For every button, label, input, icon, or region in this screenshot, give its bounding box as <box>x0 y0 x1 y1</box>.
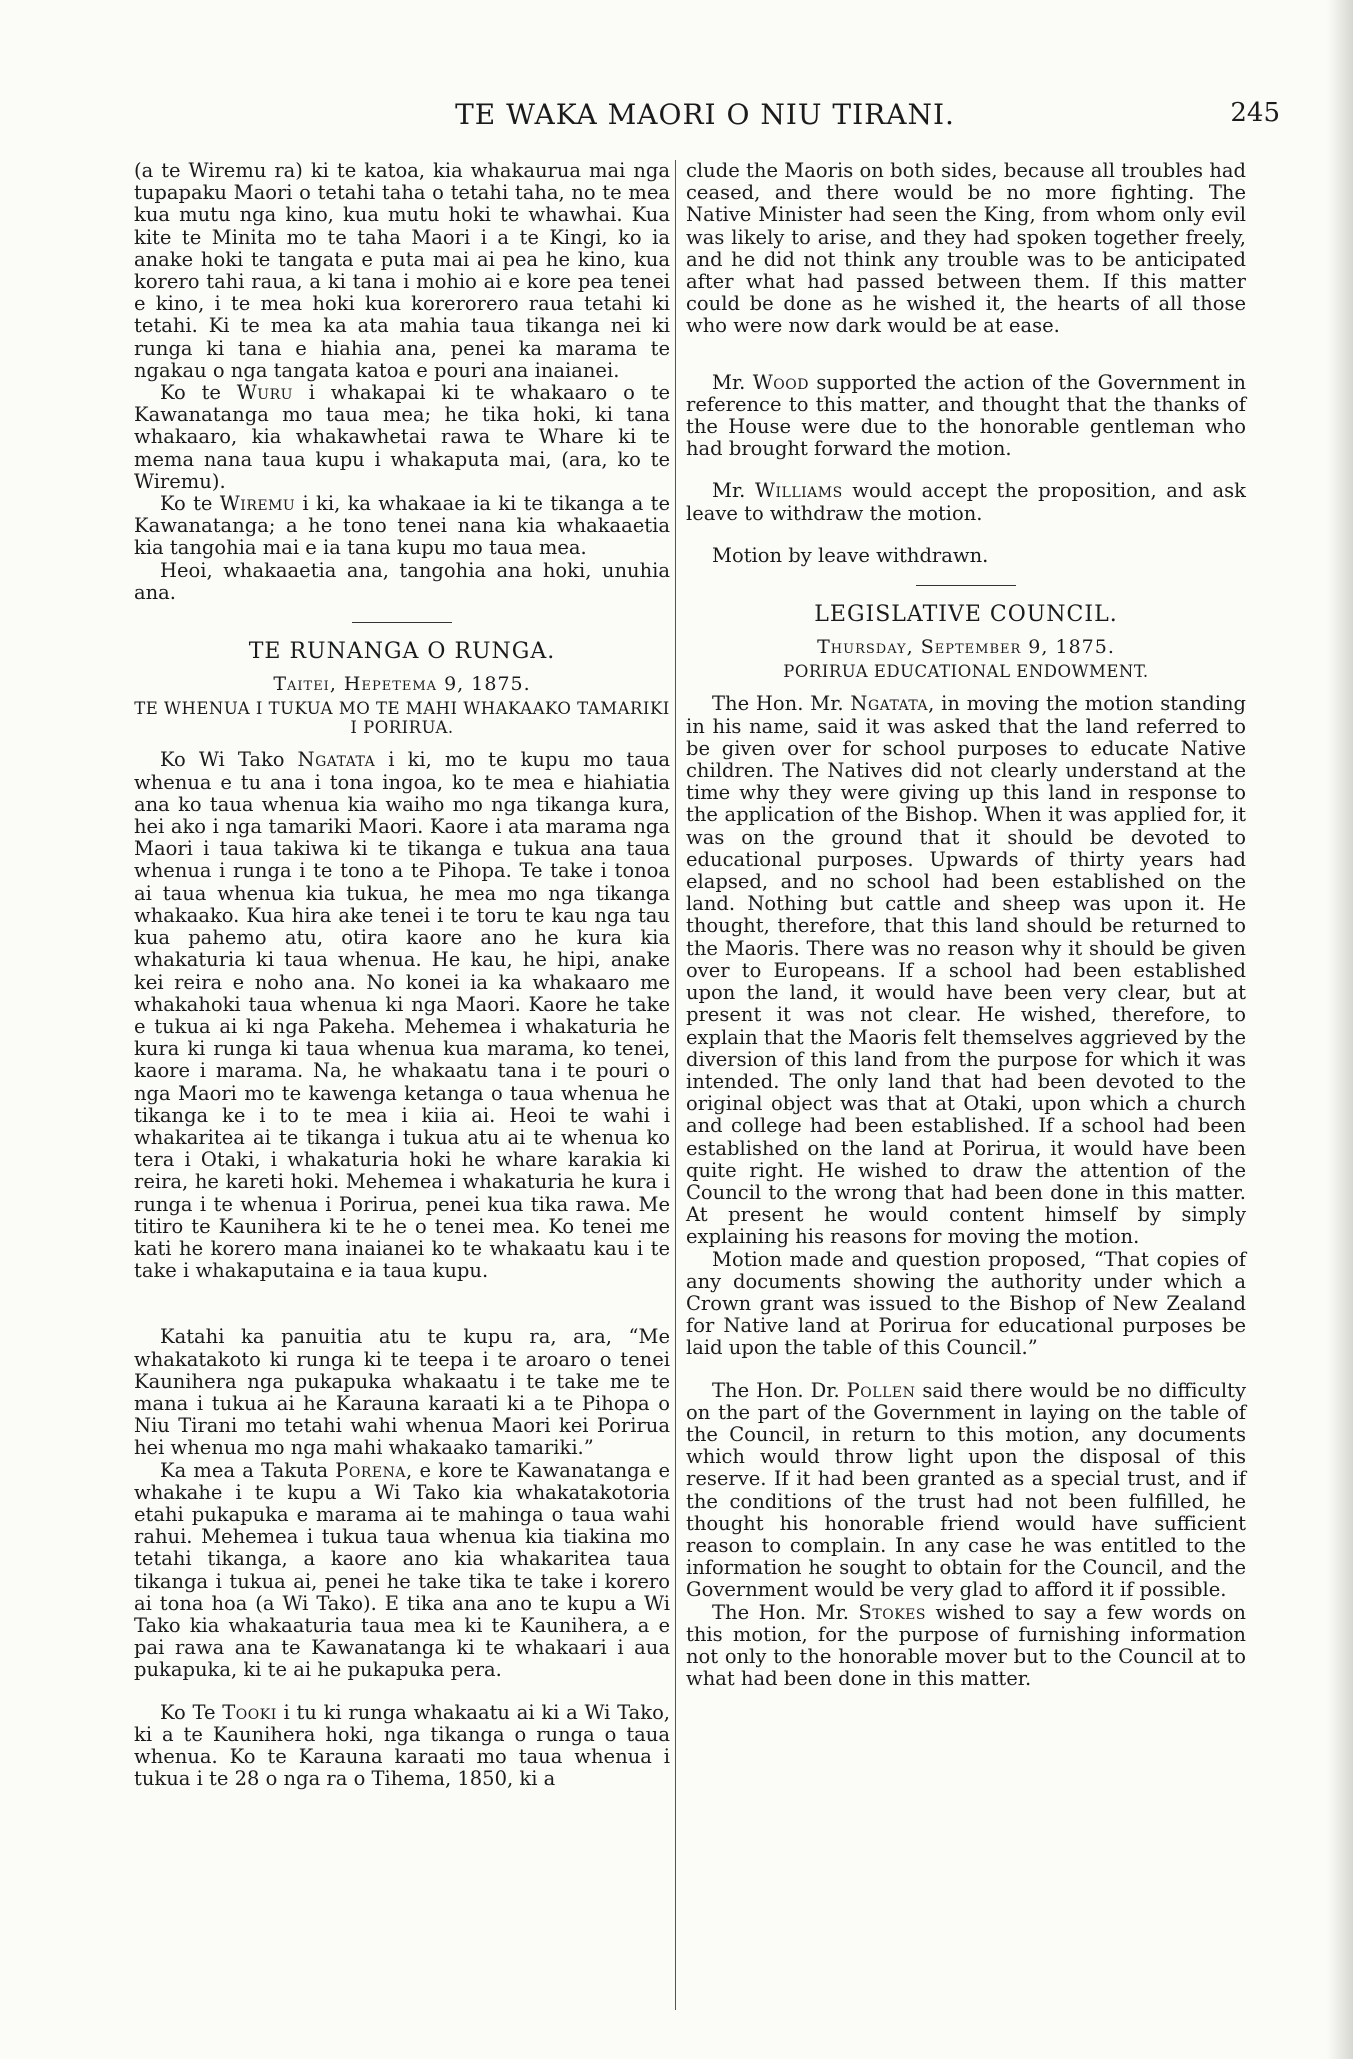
spacer <box>686 525 1246 545</box>
speaker-name: Ngatata <box>850 692 929 716</box>
paragraph-body: wished to say a few words on this motion, for the purpose of furnishing information not only to the honorable mover but to the Council at to what had been done in this matter. <box>686 1600 1246 1691</box>
paragraph-wiremu <box>134 493 670 560</box>
paragraph-body: would accept the proposition, and ask leave to withdraw the motion. <box>686 479 1246 525</box>
paragraph-body: i ki, mo te kupu mo taua whenua e tu ana i tona ingoa, ko te mea e hiahiatia ana ko taua whenua kia waiho mo nga tikanga kura, hei ako i nga tamariki Maori. Kaore i ata marama nga Maori i taua takiwa ki te tikanga e tukua ana taua whenua i runga i te tono a te Pihopa. Te take i tonoa ai taua whenua kia tukua, he mea mo nga tikanga whakaako. Kua hira ake tenei i te toru te kau nga tau kua pahemo atu, otira kaore ano he kura kia whakaturia ki taua whenua. He kau, he hipi, anake kei reira e noho ana. No konei ia ka whakaaro me whakahoki taua whenua ki nga Maori. Kaore he take e tukua ai ki nga Pakeha. Mehemea i whakaturia he kura ki runga ki taua whenua kua marama, ko tenei, kaore i marama. Na, he whakaatu tana i te pouri o nga Maori mo te kawenga ketanga o taua whenua he tikanga ke i to te mea i kiia ai. Heoi te wahi i whakaritea ai te tikanga i tukua atu ai te whenua ko tera i Otaki, i whakaturia hoki he whare karakia ki reira, he kareti hoki. Mehemea i whakaturia he kura i runga i te whenua i Porirua, penei kua tika rawa. Me titiro te Kaunihera ki te he o tenei mea. Ko tenei me kati he korero mana inaianei ko te whakaatu kau i te take i whakaputaina e ia taua kupu. <box>134 748 670 1283</box>
paragraph-body: i ki, ka whakaae ia ki te tikanga a te Kawanatanga; a he tono tenei nana kia whakaaetia kia tangohia mai e ia tana kupu mo taua mea. <box>134 492 671 560</box>
speaker-name: Ngatata <box>297 748 376 772</box>
spacer <box>134 1682 670 1702</box>
paragraph-williams <box>686 480 1246 524</box>
paragraph-intro: (a te Wiremu ra) ki te katoa, kia whakaurua mai nga tupapaku Maori o tetahi taha o tetahi taha, no te mea kua mutu nga kino, kua mutu hoki te whawhai. Kua kite te Minita mo te taha Maori i a te Kingi, ko ia anake hoki te tangata e puta mai ai pea he kino, kua korero tahi raua, a ki tana i mohio ai e kore pea tenei e kino, i te mea hoki kua korerorero raua tetahi ki tetahi. Ki te mea ka ata mahia taua tikanga nei ki runga ki tana e hiahia ana, penei ka marama te ngakau o nga tangata katoa e pouri ana inaianei. <box>134 159 670 382</box>
paragraph-katahi: Katahi ka panuitia atu te kupu ra, ara, “Me whakatakoto ki runga ki te teepa i te aroaro o tenei Kaunihera nga pukapuka whakaatu i te take me te mana i tukua ai he Karauna karaati ki a te Pihopa o Niu Tirani mo tetahi wahi whenua Maori kei Porirua hei whenua mo nga mahi whakaako tamariki.” <box>134 1325 670 1460</box>
page-number: 245 <box>1230 98 1280 128</box>
paragraph-lead: The Hon. Mr. <box>712 1600 859 1624</box>
paragraph-body: supported the action of the Government in reference to this matter, and thought that the thanks of the House were due to the honorable gentleman who had brought forward the motion. <box>686 370 1246 461</box>
section-subheading: PORIRUA EDUCATIONAL ENDOWMENT. <box>783 662 1149 682</box>
spacer <box>686 338 1246 372</box>
scan-edge <box>1327 0 1353 2059</box>
paragraph-lead: Mr. <box>712 370 753 394</box>
section-rule <box>916 585 1016 586</box>
section-subheading: TE WHENUA I TUKUA MO TE MAHI WHAKAAKO TAMARIKI I PORIRUA. <box>134 699 670 738</box>
section-rule <box>352 622 452 623</box>
paragraph-pollen <box>686 1380 1246 1602</box>
paragraph-wood <box>686 372 1246 461</box>
page-header <box>130 98 1280 138</box>
paragraph-body: i tu ki runga whakaatu ai ki a Wi Tako, ki a te Kaunihera hoki, nga tikanga o runga o taua whenua. Ko te Karauna karaati mo taua whenua i tukua i te 28 o nga ra o Tihema, 1850, ki a <box>134 1700 671 1791</box>
paragraph-heoi: Heoi, whakaaetia ana, tangohia ana hoki, unuhia ana. <box>134 558 670 604</box>
page-title: TE WAKA MAORI O NIU TIRANI. <box>455 98 955 131</box>
paragraph-lead: Ko te <box>160 381 237 405</box>
speaker-name: Porena <box>335 1458 407 1482</box>
left-column <box>134 160 670 1790</box>
paragraph-motion: Motion made and question proposed, “That copies of any documents showing the authority under which a Crown grant was issued to the Bishop of New Zealand for Native land at Porirua for educational purposes be laid upon the table of this Council.” <box>686 1247 1246 1360</box>
section-heading: LEGISLATIVE COUNCIL. <box>814 602 1118 628</box>
speaker-name: Pollen <box>846 1378 916 1402</box>
paragraph-lead: The Hon. Mr. <box>712 692 851 716</box>
paragraph-wuru <box>134 382 670 493</box>
paragraph-ngatata <box>686 693 1246 1248</box>
spacer <box>134 1282 670 1326</box>
speaker-name: Wood <box>752 370 809 394</box>
paragraph-intro: clude the Maoris on both sides, because all troubles had ceased, and there would be no more fighting. The Native Minister had seen the King, from whom only evil was likely to arise, and they had spoken together freely, and he did not think any trouble was to be anticipated after what had passed between them. If this matter could be done as he wished it, the hearts of all those who were now dark would be at ease. <box>686 159 1246 338</box>
paragraph-ngatata <box>134 749 670 1282</box>
paragraph-lead: Ko Te <box>160 1700 223 1724</box>
paragraph-lead: The Hon. Dr. <box>712 1378 847 1402</box>
right-column <box>686 160 1246 1690</box>
speaker-name: Wuru <box>236 381 293 405</box>
paragraph-lead: Ka mea a Takuta <box>160 1458 336 1482</box>
paragraph-stokes <box>686 1602 1246 1691</box>
paragraph-body: i whakapai ki te whakaaro o te Kawanatanga mo taua mea; he tika hoki, ki tana whakaaro, kia whakawhetai rawa te Whare ki te mema nana taua kupu i whakaputa mai, (ara, ko te Wiremu). <box>134 381 670 493</box>
section-date: Thursday, September 9, 1875. <box>817 636 1115 659</box>
paragraph-porena <box>134 1460 670 1682</box>
paragraph-body: said there would be no difficulty on the part of the Government in laying on the table of the Council, in return to this motion, any documents which would throw light upon the disposal of this reserve. If it had been granted as a special trust, and if the conditions of the trust had not been fulfilled, he thought his honorable friend would have sufficient reason to complain. In any case he was entitled to the information he sought to obtain for the Council, and the Government would be very glad to afford it if possible. <box>686 1378 1246 1602</box>
paragraph-lead: Ko Wi Tako <box>160 748 298 772</box>
paragraph-tooki <box>134 1702 670 1791</box>
speaker-name: Tooki <box>222 1700 277 1724</box>
paragraph-body: , in moving the motion standing in his name, said it was asked that the land referred to be given over for school purposes to educate Native children. The Natives did not clearly understand at the time why they were giving up this land in response to the application of the Bishop. When it was applied for, it was on the ground that it should be devoted to educational purposes. Upwards of thirty years had elapsed, and no school had been established on the land. Nothing but cattle and sheep was upon it. He thought, therefore, that this land should be returned to the Maoris. There was no reason why it should be given over to Europeans. If a school had been established upon the land, it would have been very clear, but at present it was not clear. He wished, therefore, to explain that the Maoris felt themselves aggrieved by the diversion of this land from the purpose for which it was intended. The only land that had been devoted to the original object was that at Otaki, upon which a church and college had been established. If a school had been established on the land at Porirua, it would have been quite right. He wished to draw the attention of the Council to the wrong that had been done in this matter. At present he would content himself by simply explaining his reasons for moving the motion. <box>686 692 1246 1249</box>
spacer <box>686 460 1246 480</box>
section-date: Taitei, Hepetema 9, 1875. <box>273 673 531 696</box>
paragraph-withdrawn: Motion by leave withdrawn. <box>712 543 989 567</box>
speaker-name: Wiremu <box>219 492 296 516</box>
column-divider <box>675 160 676 2010</box>
section-heading: TE RUNANGA O RUNGA. <box>248 639 556 665</box>
paragraph-lead: Ko te <box>160 492 220 516</box>
speaker-name: Williams <box>754 479 843 503</box>
paragraph-lead: Mr. <box>712 479 755 503</box>
paragraph-body: , e kore te Kawanatanga e whakahe i te kupu a Wi Tako kia whakatakotoria etahi pukapuka e marama ai te mahinga o taua wahi rahui. Mehemea i tukua taua whenua kia tiakina mo tetahi tikanga, a kaore ano kia whakaritea taua tikanga i tukua ai, penei he take tika te take i korero ai tona hoa (a Wi Tako). E tika ana ano te kupu a Wi Tako kia whakaaturia taua mea ki te Kaunihera, a e pai rawa ana te Kawanatanga ki te whakaari i aua pukapuka, ki te ai he pukapuka pera. <box>134 1458 670 1682</box>
spacer <box>686 1360 1246 1380</box>
speaker-name: Stokes <box>858 1600 926 1624</box>
